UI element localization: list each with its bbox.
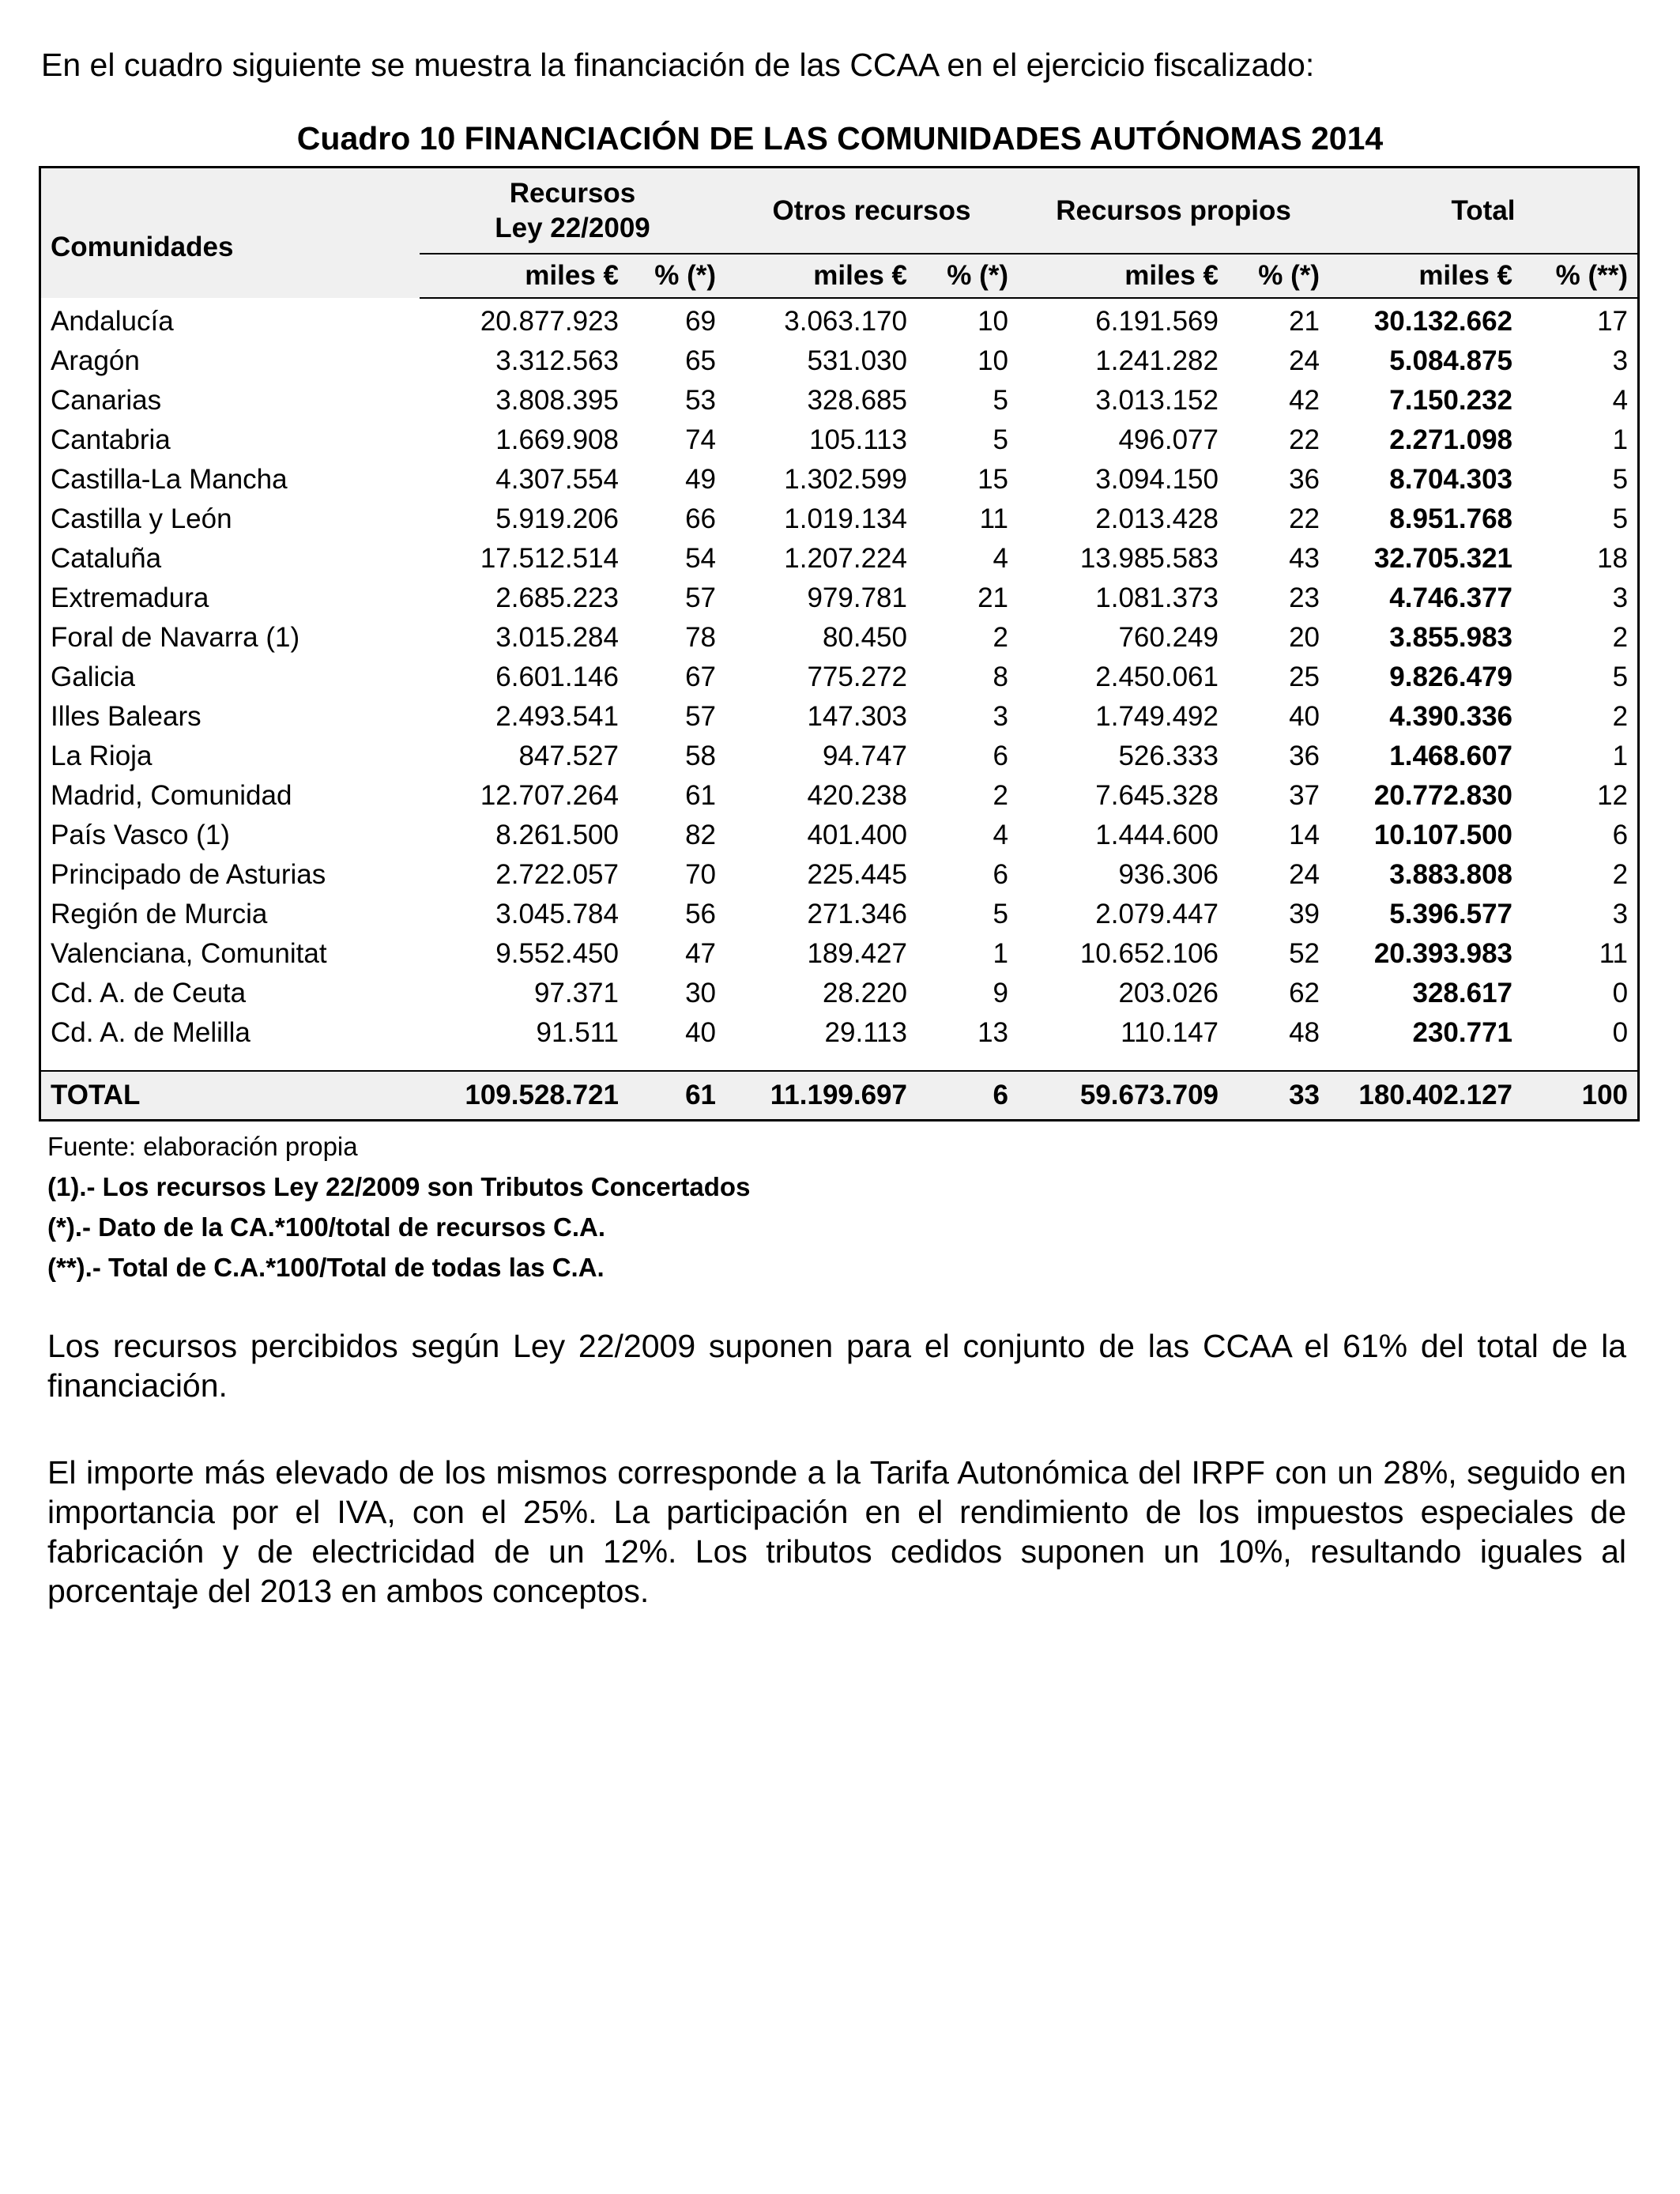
intro-text: En el cuadro siguiente se muestra la financiación de las CCAA en el ejercicio fiscalizado: (41, 47, 1315, 83)
row-value-cell: 1.241.282 (1095, 345, 1219, 376)
row-value-cell: 78 (685, 622, 716, 653)
header-total: Total (1329, 168, 1637, 254)
table-row (41, 855, 1637, 895)
note-2: (*).- Dato de la CA.*100/total de recursos C.A. (47, 1212, 606, 1242)
row-value-cell: 4 (993, 543, 1008, 574)
row-value-cell: 29.113 (824, 1017, 907, 1048)
row-label-cell: Aragón (51, 345, 140, 376)
row-value-cell: 5.919.206 (495, 503, 619, 534)
row-label-cell: Principado de Asturias (51, 859, 326, 890)
row-label-cell: TOTAL (41, 1071, 420, 1119)
row-value-cell: 189.427 (807, 938, 907, 969)
row-value-cell: 3 (1612, 582, 1629, 613)
row-label-cell: País Vasco (1) (51, 820, 230, 850)
table-row (41, 697, 1637, 737)
table-row (41, 539, 1637, 579)
row-value-cell: 56 (685, 899, 716, 929)
row-value-cell: 271.346 (807, 899, 907, 929)
spacer-cell (41, 1053, 1637, 1071)
row-value-cell: 6.191.569 (1095, 306, 1219, 337)
row-value-cell: 37 (1289, 780, 1320, 811)
row-value-cell: 203.026 (1118, 978, 1219, 1008)
row-value-cell: 1.749.492 (1095, 701, 1219, 732)
row-value-cell: 526.333 (1118, 741, 1219, 771)
row-value-cell: 1.669.908 (495, 424, 619, 455)
row-value-cell: 1.302.599 (784, 464, 907, 495)
row-value-cell: 13 (977, 1017, 1008, 1048)
row-value-cell: 20 (1289, 622, 1320, 653)
row-value-cell: 531.030 (807, 345, 907, 376)
row-value-cell: 5 (993, 385, 1008, 416)
row-value-cell: 48 (1289, 1017, 1320, 1048)
table-row (41, 816, 1637, 855)
row-value-cell: 1.468.607 (1389, 741, 1513, 771)
row-value-cell: 110.147 (1121, 1017, 1219, 1048)
row-value-cell: 3.045.784 (495, 899, 619, 929)
row-value-cell: 42 (1289, 385, 1320, 416)
subheader-cell: miles € (1329, 254, 1522, 298)
row-value-cell: 6 (917, 1071, 1018, 1119)
row-value-cell: 5.396.577 (1389, 899, 1513, 929)
row-value-cell: 1.019.134 (784, 503, 907, 534)
table-total-row (41, 1071, 1637, 1119)
row-value-cell: 65 (685, 345, 716, 376)
row-value-cell: 3.013.152 (1095, 385, 1219, 416)
row-value-cell: 3.855.983 (1389, 622, 1513, 653)
table-row (41, 618, 1637, 658)
row-value-cell: 3.063.170 (784, 306, 907, 337)
row-value-cell: 3.094.150 (1095, 464, 1219, 495)
row-value-cell: 39 (1289, 899, 1320, 929)
row-value-cell: 62 (1289, 978, 1320, 1008)
row-value-cell: 40 (1289, 701, 1320, 732)
row-value-cell: 847.527 (518, 741, 619, 771)
row-value-cell: 25 (1289, 662, 1320, 692)
row-value-cell: 52 (1289, 938, 1320, 969)
row-value-cell: 11.199.697 (725, 1071, 917, 1119)
row-value-cell: 1.081.373 (1095, 582, 1219, 613)
table-row (41, 579, 1637, 618)
row-value-cell: 2.493.541 (495, 701, 619, 732)
row-value-cell: 2.271.098 (1389, 424, 1513, 455)
row-value-cell: 1 (993, 938, 1008, 969)
row-value-cell: 12.707.264 (480, 780, 619, 811)
row-value-cell: 30.132.662 (1373, 306, 1513, 337)
paragraph-2: El importe más elevado de los mismos corresponde a la Tarifa Autonómica del IRPF con un 28%, seguido en importancia por el IVA, con el 25%. La participación en el rendimiento de los impuestos especiales de fabricación y de electricidad de un 12%. Los tributos cedidos suponen un 10%, resultando iguales al porcentaje del 2013 en ambos conceptos. (47, 1454, 1626, 1609)
row-value-cell: 0 (1612, 978, 1629, 1008)
row-value-cell: 8.704.303 (1389, 464, 1513, 495)
row-label-cell: Cataluña (51, 543, 162, 574)
row-label-cell: La Rioja (51, 741, 153, 771)
table-row (41, 776, 1637, 816)
row-value-cell: 97.371 (533, 978, 619, 1008)
row-value-cell: 22 (1289, 503, 1320, 534)
row-value-cell: 30 (685, 978, 716, 1008)
row-value-cell: 9.826.479 (1389, 662, 1513, 692)
row-value-cell: 24 (1289, 859, 1320, 890)
subheader-cell: % (*) (628, 254, 725, 298)
row-value-cell: 13.985.583 (1079, 543, 1219, 574)
row-value-cell: 10.652.106 (1079, 938, 1219, 969)
row-value-cell: 100 (1522, 1071, 1637, 1119)
header-otros-recursos: Otros recursos (725, 168, 1018, 254)
row-value-cell: 230.771 (1412, 1017, 1513, 1048)
row-value-cell: 17.512.514 (480, 543, 619, 574)
row-value-cell: 180.402.127 (1329, 1071, 1522, 1119)
table-row (41, 420, 1637, 460)
row-value-cell: 8.951.768 (1389, 503, 1513, 534)
row-label-cell: Illes Balears (51, 701, 202, 732)
row-value-cell: 23 (1289, 582, 1320, 613)
table-caption: Cuadro 10 FINANCIACIÓN DE LAS COMUNIDADES AUTÓNOMAS 2014 (296, 120, 1384, 156)
row-value-cell: 47 (685, 938, 716, 969)
header-recursos-ley (420, 168, 725, 254)
table-row (41, 381, 1637, 420)
row-value-cell: 109.528.721 (420, 1071, 628, 1119)
row-value-cell: 59.673.709 (1018, 1071, 1228, 1119)
row-value-cell: 5 (993, 424, 1008, 455)
row-value-cell: 12 (1597, 780, 1629, 811)
note-source: Fuente: elaboración propia (47, 1132, 358, 1161)
row-value-cell: 3 (993, 701, 1008, 732)
row-value-cell: 5 (1612, 464, 1629, 495)
row-value-cell: 33 (1228, 1071, 1329, 1119)
row-value-cell: 328.617 (1412, 978, 1513, 1008)
row-value-cell: 5 (1612, 662, 1629, 692)
row-label-cell: Extremadura (51, 582, 209, 613)
row-value-cell: 40 (685, 1017, 716, 1048)
row-label-cell: Castilla y León (51, 503, 232, 534)
row-value-cell: 7.150.232 (1389, 385, 1513, 416)
row-value-cell: 69 (685, 306, 716, 337)
row-value-cell: 10.107.500 (1373, 820, 1513, 850)
row-value-cell: 6.601.146 (495, 662, 619, 692)
row-value-cell: 2 (1612, 622, 1629, 653)
row-value-cell: 4.746.377 (1389, 582, 1513, 613)
row-label-cell: Foral de Navarra (1) (51, 622, 300, 653)
row-value-cell: 4 (1612, 385, 1629, 416)
row-value-cell: 20.772.830 (1373, 780, 1513, 811)
row-label-cell: Madrid, Comunidad (51, 780, 292, 811)
row-value-cell: 4.390.336 (1389, 701, 1513, 732)
row-value-cell: 28.220 (822, 978, 907, 1008)
row-value-cell: 24 (1289, 345, 1320, 376)
row-value-cell: 1 (1612, 741, 1629, 771)
row-value-cell: 80.450 (822, 622, 907, 653)
row-value-cell: 3 (1612, 345, 1629, 376)
row-value-cell: 3.883.808 (1389, 859, 1513, 890)
row-label-cell: Galicia (51, 662, 135, 692)
row-value-cell: 43 (1289, 543, 1320, 574)
spacer-row (41, 1053, 1637, 1071)
financing-table (39, 166, 1640, 1122)
subheader-cell: % (*) (1228, 254, 1329, 298)
row-value-cell: 5 (1612, 503, 1629, 534)
row-value-cell: 760.249 (1118, 622, 1219, 653)
row-value-cell: 105.113 (809, 424, 907, 455)
row-value-cell: 18 (1597, 543, 1629, 574)
row-value-cell: 21 (1289, 306, 1320, 337)
row-value-cell: 3.015.284 (495, 622, 619, 653)
row-label-cell: Región de Murcia (51, 899, 268, 929)
row-value-cell: 49 (685, 464, 716, 495)
row-value-cell: 420.238 (807, 780, 907, 811)
row-value-cell: 17 (1597, 306, 1629, 337)
row-value-cell: 2.722.057 (495, 859, 619, 890)
row-value-cell: 15 (977, 464, 1008, 495)
row-value-cell: 401.400 (807, 820, 907, 850)
row-value-cell: 7.645.328 (1095, 780, 1219, 811)
row-value-cell: 775.272 (807, 662, 907, 692)
row-label-cell: Cd. A. de Ceuta (51, 978, 247, 1008)
table-row (41, 499, 1637, 539)
table-row (41, 298, 1637, 341)
header-recursos-ley-line2: Ley 22/2009 (495, 212, 650, 243)
row-value-cell: 61 (685, 780, 716, 811)
row-label-cell: Castilla-La Mancha (51, 464, 288, 495)
row-label-cell: Canarias (51, 385, 162, 416)
row-value-cell: 979.781 (807, 582, 907, 613)
row-value-cell: 3.808.395 (495, 385, 619, 416)
row-value-cell: 21 (977, 582, 1008, 613)
table-row (41, 934, 1637, 974)
subheader-cell: miles € (420, 254, 628, 298)
table-row (41, 974, 1637, 1013)
note-1: (1).- Los recursos Ley 22/2009 son Tributos Concertados (47, 1172, 751, 1201)
note-3: (**).- Total de C.A.*100/Total de todas las C.A. (47, 1253, 605, 1282)
row-value-cell: 66 (685, 503, 716, 534)
row-value-cell: 11 (1599, 938, 1629, 969)
row-value-cell: 6 (1612, 820, 1629, 850)
table-row (41, 737, 1637, 776)
row-value-cell: 1 (1612, 424, 1629, 455)
row-value-cell: 2 (1612, 701, 1629, 732)
row-value-cell: 54 (685, 543, 716, 574)
row-value-cell: 8.261.500 (495, 820, 619, 850)
row-value-cell: 0 (1612, 1017, 1629, 1048)
row-value-cell: 328.685 (807, 385, 907, 416)
row-value-cell: 2 (993, 780, 1008, 811)
row-value-cell: 10 (977, 306, 1008, 337)
table-row (41, 460, 1637, 499)
row-value-cell: 4 (993, 820, 1008, 850)
row-value-cell: 58 (685, 741, 716, 771)
row-value-cell: 2 (993, 622, 1008, 653)
row-value-cell: 9.552.450 (495, 938, 619, 969)
header-recursos-propios: Recursos propios (1018, 168, 1329, 254)
row-value-cell: 53 (685, 385, 716, 416)
subheader-cell: miles € (725, 254, 917, 298)
row-value-cell: 57 (685, 582, 716, 613)
row-label-cell: Andalucía (51, 305, 174, 337)
table-header-row (41, 168, 1637, 254)
table-row (41, 341, 1637, 381)
row-value-cell: 225.445 (807, 859, 907, 890)
row-value-cell: 3.312.563 (495, 345, 619, 376)
header-recursos-ley-line1: Recursos (509, 177, 636, 209)
row-value-cell: 5.084.875 (1389, 345, 1513, 376)
row-value-cell: 91.511 (536, 1017, 619, 1048)
subheader-cell: % (**) (1522, 254, 1637, 298)
row-value-cell: 70 (685, 859, 716, 890)
row-value-cell: 9 (993, 978, 1008, 1008)
row-value-cell: 4.307.554 (495, 464, 619, 495)
row-value-cell: 2 (1612, 859, 1629, 890)
row-value-cell: 10 (977, 345, 1008, 376)
paragraph-1: Los recursos percibidos según Ley 22/2009 suponen para el conjunto de las CCAA el 61% del total de la financiación. (47, 1328, 1626, 1404)
table-row (41, 658, 1637, 697)
row-value-cell: 3 (1612, 899, 1629, 929)
row-value-cell: 936.306 (1118, 859, 1219, 890)
row-value-cell: 36 (1289, 741, 1320, 771)
row-value-cell: 1.207.224 (784, 543, 907, 574)
row-value-cell: 5 (993, 899, 1008, 929)
row-value-cell: 61 (628, 1071, 725, 1119)
row-value-cell: 6 (993, 741, 1008, 771)
row-value-cell: 8 (993, 662, 1008, 692)
row-value-cell: 82 (685, 820, 716, 850)
subheader-cell: miles € (1018, 254, 1228, 298)
row-label-cell: Cd. A. de Melilla (51, 1017, 250, 1048)
table-notes (47, 1126, 750, 1287)
row-value-cell: 2.079.447 (1095, 899, 1219, 929)
row-label-cell: Cantabria (51, 424, 171, 455)
row-value-cell: 2.685.223 (495, 582, 619, 613)
table-row (41, 895, 1637, 934)
row-value-cell: 74 (685, 424, 716, 455)
row-value-cell: 20.393.983 (1373, 938, 1513, 969)
table-body (41, 298, 1637, 1119)
table-row (41, 1013, 1637, 1053)
row-value-cell: 6 (993, 859, 1008, 890)
row-value-cell: 1.444.600 (1095, 820, 1219, 850)
row-value-cell: 20.877.923 (480, 306, 619, 337)
row-value-cell: 57 (685, 701, 716, 732)
row-value-cell: 36 (1289, 464, 1320, 495)
row-value-cell: 11 (979, 503, 1008, 534)
row-value-cell: 496.077 (1118, 424, 1219, 455)
subheader-cell: % (*) (917, 254, 1018, 298)
row-value-cell: 32.705.321 (1373, 543, 1513, 574)
header-comunidades: Comunidades (41, 168, 420, 298)
row-value-cell: 2.013.428 (1095, 503, 1219, 534)
row-value-cell: 2.450.061 (1095, 662, 1219, 692)
row-value-cell: 147.303 (807, 701, 907, 732)
row-value-cell: 94.747 (822, 741, 907, 771)
row-label-cell: Valenciana, Comunitat (51, 938, 327, 969)
row-value-cell: 67 (685, 662, 716, 692)
row-value-cell: 22 (1289, 424, 1320, 455)
row-value-cell: 14 (1289, 820, 1320, 850)
